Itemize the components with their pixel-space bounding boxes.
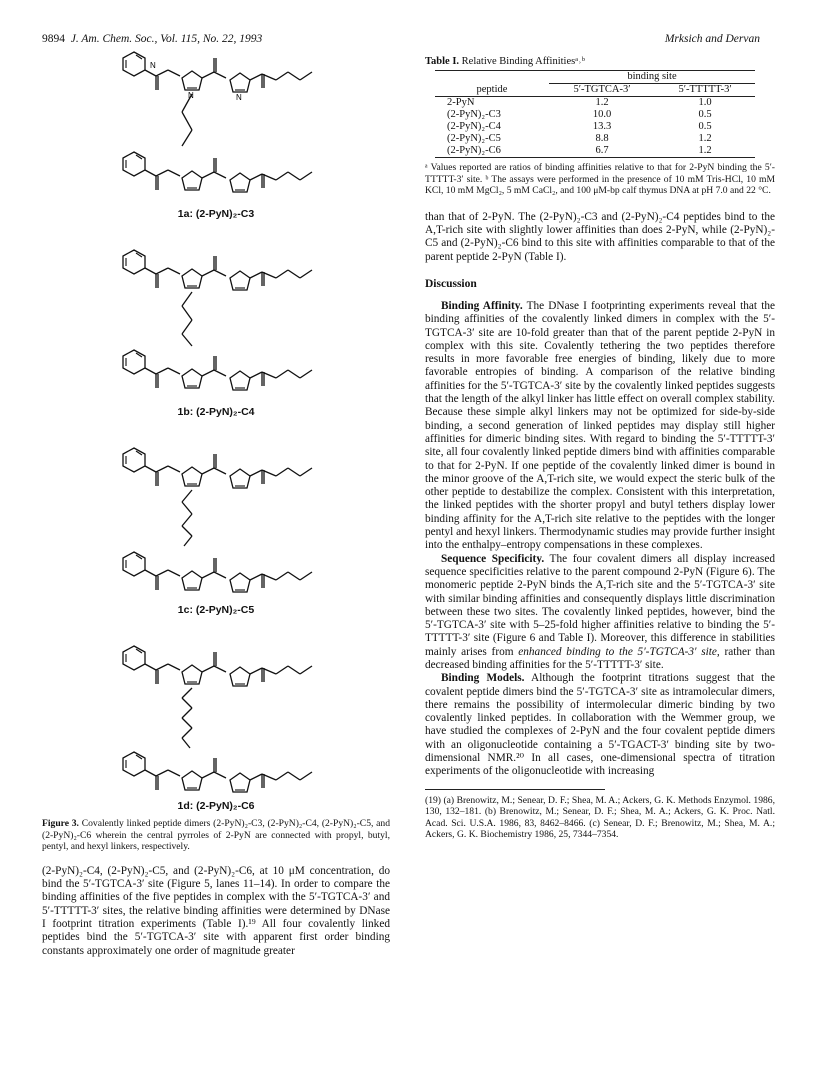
table-row <box>435 109 755 121</box>
runin-sequence-specificity: Sequence Specificity. <box>441 552 545 565</box>
structure-label-1a: 1a: (2-PyN)₂-C3 <box>177 208 255 220</box>
paragraph-binding-affinity <box>425 300 775 553</box>
structure-label-1c: 1c: (2-PyN)₂-C5 <box>177 604 255 616</box>
figure-caption-lead: Figure 3. <box>42 818 79 829</box>
molecule-1a-drawing <box>122 50 332 210</box>
references: (19) (a) Brenowitz, M.; Senear, D. F.; Shea, M. A.; Ackers, G. K. Methods Enzymol. 1986, 130, 132–181. (b) Brenowitz, M.; Senear, D. F.; Shea, M. A.; Ackers, G. K. Proc. Natl. Acad. Sci. U.S.A. 1986, 83, 8462–8466. (c) Senear, D. F.; Brenowitz, M.; Shea, M. A.; Ackers, G. K. Biochemistry 1986, 25, 7344–7354. <box>425 794 775 841</box>
svg-text:N: N <box>150 61 156 70</box>
text-sequence-specificity-a: The four covalent dimers all display increased sequence specificities relative to the parent compound 2-PyN (Figure 6). The monomeric peptide 2-PyN binds the A,T-rich site and the 5′-TGTCA-3′ site with similar binding affinities and consequently displays little discrimination between these two sites. The covalently linked peptides, however, bind the 5′-TGTCA-3′ site with 5–25-fold higher affinities relative to binding the 5′-TTTTT-3′ site (Figure 6 and Table I). Moreover, this difference in stabilities mainly arises from <box>425 552 775 658</box>
structure-1b <box>42 248 390 428</box>
paragraph-sequence-specificity <box>425 553 775 673</box>
table-row <box>435 121 755 133</box>
binding-affinity-table <box>435 70 755 158</box>
table-footnote: ᵃ Values reported are ratios of binding affinities relative to that for 2-PyN binding the 5′-TTTTT-3′ site. ᵇ The assays were performed in the presence of 10 mM Tris-HCl, 10 mM KCl, 10 mM MgCl₂, 5 mM CaCl₂, and 100 μM-bp calf thymus DNA at pH 7.0 and 22 °C. <box>425 162 775 197</box>
left-body-paragraph: (2-PyN)₂-C4, (2-PyN)₂-C5, and (2-PyN)₂-C6, at 10 μM concentration, do bind the 5′-TGTCA-3′ site (Figure 5, lanes 11–14). In order to compare the binding affinities of the five peptides in complex with the 5′-TGTCA-3′ and 5′-TTTTT-3′ sites, the relative binding affinities were determined by DNase I footprint titration experiments (Table I).¹⁹ All four covalently linked peptides bind the 5′-TGTCA-3′ site with apparent first order binding constants approximately one order of magnitude greater <box>42 864 390 957</box>
table-cell-site2: 1.2 <box>698 133 712 144</box>
running-header-authors: Mrksich and Dervan <box>664 33 760 45</box>
table-cell-site1: 8.8 <box>595 133 609 144</box>
table-header-site2: 5′-TTTTT-3′ <box>678 84 732 95</box>
table-cell-site1: 13.3 <box>592 121 612 132</box>
text-binding-affinity: The DNase I footprinting experiments reveal that the binding affinities of the covalently linked dimers in complex with the 5′-TGTCA-3′ site are 10-fold greater than that of the parent peptide 2-PyN in complex with this site. Covalently tethering the two peptides therefore results in more favorable free energies of binding, likely due to more favorable entropies of binding. A comparison of the relative binding affinities for the 5′-TGTCA-3′ site by the covalently linked peptides suggests that the length of the alkyl linker has little effect on overall complex stability. Because these simple alkyl linkers may not be optimized for side-by-side binding, a second generation of linked peptides may display still higher affinities for dimeric binding sites. With regard to binding the 5′-TTTTT-3′ site, all four covalently linked peptide dimers bind with affinities comparable to that for 2-PyN. If one peptide of the covalently linked dimer is bound in the minor groove of the A,T-rich site, we would expect the steric bulk of the other peptide to destabilize the complex. Consistent with this interpretation, the linked peptides with the shorter propyl and butyl tethers display lower binding affinity for the A,T-rich site relative to the peptides with the longer pentyl and hexyl linkers. Thermodynamic studies may provide further insight into the enthalpy–entropy compensations in these complexes. <box>425 299 775 552</box>
structure-1d <box>42 644 390 816</box>
structure-label-1d: 1d: (2-PyN)₂-C6 <box>177 800 255 812</box>
table-title-text: Relative Binding Affinitiesᵃ˒ᵇ <box>461 56 585 67</box>
molecule-1d-drawing <box>122 644 332 804</box>
table-cell-peptide: (2-PyN)₂-C6 <box>447 145 501 156</box>
table-cell-site1: 6.7 <box>595 145 609 156</box>
structure-1a <box>42 50 390 230</box>
runin-binding-affinity: Binding Affinity. <box>441 299 523 312</box>
structure-1c <box>42 446 390 626</box>
svg-text:N: N <box>236 93 242 102</box>
table-cell-site1: 1.2 <box>595 97 609 108</box>
table-cell-site1: 10.0 <box>592 109 612 120</box>
right-body-paragraph-1: than that of 2-PyN. The (2-PyN)₂-C3 and (2-PyN)₂-C4 peptides bind to the A,T-rich site with slightly lower affinities than does 2-PyN, while (2-PyN)₂-C5 and (2-PyN)₂-C6 bind to this site with affinities comparable to that of the parent peptide 2-PyN (Table I). <box>425 210 775 263</box>
figure-caption <box>42 818 390 853</box>
text-binding-models: Although the footprint titrations suggest that the covalent peptide dimers bind the 5′-TGTCA-3′ site as intramolecular dimers, there remains the possibility of intermolecular dimeric binding by two covalently linked peptides. In collaboration with the Wemmer group, we have studied the complexes of 2-PyN and the four covalent peptide dimers with an oligonucleotide containing a 5′-TGACT-3′ binding site by two-dimensional NMR.²⁰ In all cases, one-dimensional spectra of titration experiments of the oligonucleotide with increasing <box>425 672 775 778</box>
table-title <box>425 56 775 67</box>
table-cell-peptide: (2-PyN)₂-C3 <box>447 109 501 120</box>
molecule-1c-drawing <box>122 446 332 606</box>
right-column <box>425 50 775 841</box>
table-row <box>435 97 755 110</box>
table-header-site1: 5′-TGTCA-3′ <box>573 84 631 95</box>
structure-label-1b: 1b: (2-PyN)₂-C4 <box>177 406 255 418</box>
figure-caption-text: Covalently linked peptide dimers (2-PyN)₂-C3, (2-PyN)₂-C4, (2-PyN)₂-C5, and (2-PyN)₂-C6 wherein the central pyrroles of 2-PyN are connected with propyl, butyl, pentyl, and hexyl linkers, respectively. <box>42 818 390 853</box>
table-row <box>435 133 755 145</box>
table-group-header: binding site <box>549 71 755 84</box>
table-cell-site2: 1.2 <box>698 145 712 156</box>
table-cell-peptide: (2-PyN)₂-C4 <box>447 121 501 132</box>
text-sequence-specificity-italic: enhanced binding to the 5′-TGTCA-3′ site, <box>518 645 720 658</box>
table-header-peptide: peptide <box>476 83 508 95</box>
section-heading-discussion: Discussion <box>425 277 477 290</box>
journal-citation: J. Am. Chem. Soc., Vol. 115, No. 22, 1993 <box>70 33 263 45</box>
page-number: 9894 <box>42 33 65 45</box>
table-cell-site2: 0.5 <box>698 121 712 132</box>
runin-binding-models: Binding Models. <box>441 672 525 685</box>
table-row <box>435 145 755 158</box>
table-cell-peptide: (2-PyN)₂-C5 <box>447 133 501 144</box>
text-sequence-specificity-b: rather than decreased binding affinities for the 5′-TTTTT-3′ site. <box>425 645 775 671</box>
molecule-1b-drawing <box>122 248 332 408</box>
running-header-left <box>42 33 262 45</box>
svg-text:N: N <box>188 91 194 100</box>
table-cell-site2: 0.5 <box>698 109 712 120</box>
paragraph-binding-models <box>425 672 775 778</box>
table-cell-site2: 1.0 <box>698 97 712 108</box>
table-title-lead: Table I. <box>425 56 460 67</box>
left-column <box>42 50 390 958</box>
table-cell-peptide: 2-PyN <box>447 97 475 108</box>
